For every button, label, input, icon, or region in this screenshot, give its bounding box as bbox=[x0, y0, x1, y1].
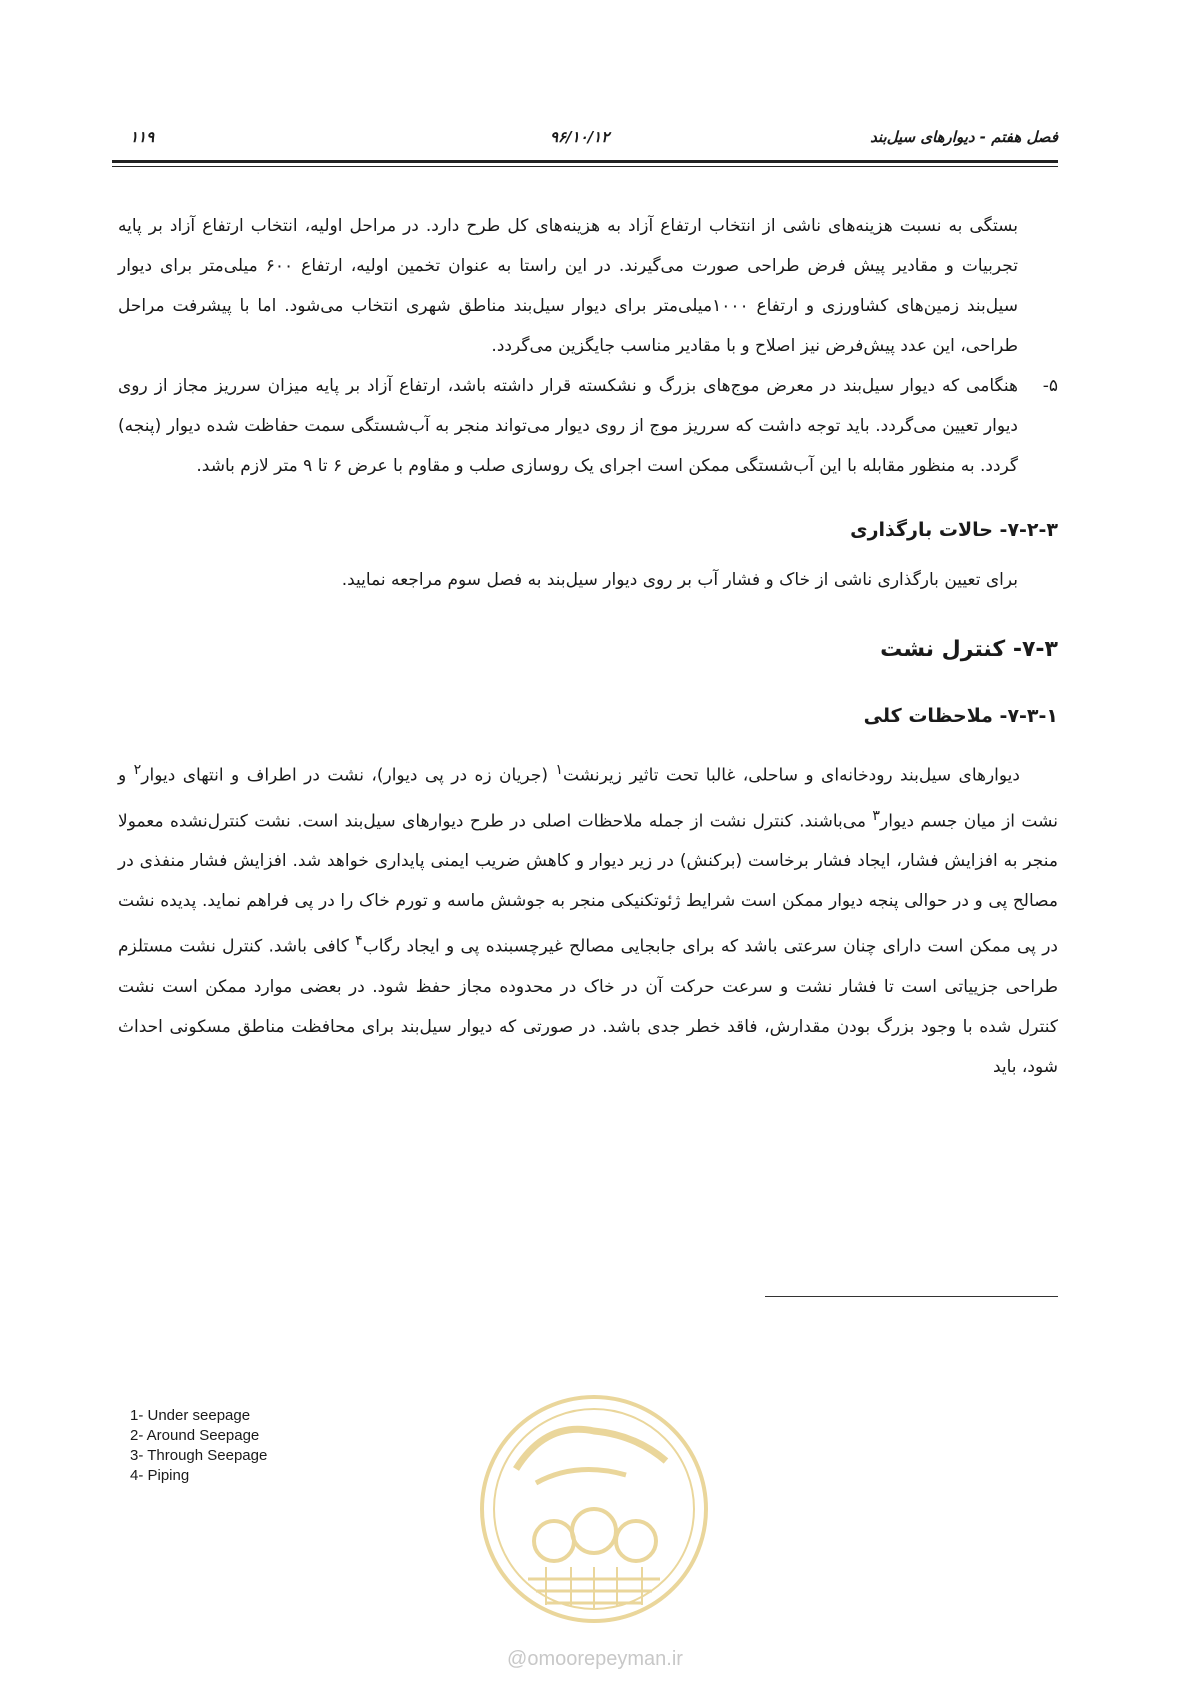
paragraph-seepage bbox=[118, 750, 1058, 1087]
footnote-ref-4: ۴ bbox=[355, 933, 363, 950]
text-run: کافی باشد. کنترل نشت مستلزم طراحی جزییاتی است تا فشار نشت و سرعت حرکت آن در خاک در محدوده مجاز حفظ شود. در بعضی موارد ممکن است نشت کنترل شده با وجود بزرگ بودن مقدارش، فاقد خطر جدی باشد. در صورتی که دیوار سیل‌بند برای محافظت مناطق مسکونی احداث شود، باید bbox=[118, 936, 1058, 1077]
footnote-separator bbox=[765, 1296, 1058, 1297]
list-number: ۵- bbox=[1042, 376, 1058, 396]
text-run: دیوارهای سیل‌بند رودخانه‌ای و ساحلی، غالبا تحت تاثیر زیرنشت bbox=[563, 765, 1020, 786]
heading-7-3-1: ۷-۳-۱- ملاحظات کلی bbox=[863, 705, 1058, 727]
list-item-5 bbox=[118, 366, 1058, 486]
header-rule-thick bbox=[112, 160, 1058, 163]
footnote-3: 3- Through Seepage bbox=[130, 1447, 268, 1464]
footnote-ref-2: ۲ bbox=[133, 762, 142, 778]
footnote-2: 2- Around Seepage bbox=[130, 1427, 260, 1444]
footnote-ref-3: ۳ bbox=[872, 807, 881, 824]
watermark-url: @omoorepeyman.ir bbox=[507, 1648, 683, 1670]
header-date: ۹۶/۱۰/۱۲ bbox=[550, 128, 610, 146]
footnote-4: 4- Piping bbox=[130, 1467, 190, 1484]
text-run: (جریان زه در پی دیوار)، نشت در اطراف و انتهای دیوار bbox=[141, 765, 556, 786]
page-header bbox=[118, 128, 1058, 158]
header-rule-thin bbox=[112, 166, 1058, 167]
heading-7-2-3: ۷-۲-۳- حالات بارگذاری bbox=[850, 519, 1058, 541]
list-item-text: هنگامی که دیوار سیل‌بند در معرض موج‌های بزرگ و نشکسته قرار داشته باشد، ارتفاع آزاد بر پایه میزان سرریز مجاز از روی دیوار تعیین می‌گردد. باید توجه داشت که سرریز موج از روی دیوار می‌تواند منجر به آب‌شستگی سمت حفاظت شده دیوار (پنجه) گردد. به منظور مقابله با این آب‌شستگی ممکن است اجرای یک روسازی صلب و مقاوم با عرض ۶ تا ۹ متر لازم باشد. bbox=[118, 376, 1018, 476]
footnote-1: 1- Under seepage bbox=[130, 1407, 251, 1424]
page-content bbox=[118, 206, 1058, 1087]
footnotes bbox=[130, 1406, 267, 1486]
paragraph-loading: برای تعیین بارگذاری ناشی از خاک و فشار آب بر روی دیوار سیل‌بند به فصل سوم مراجعه نمایید. bbox=[341, 570, 1018, 590]
page-number: ۱۱۹ bbox=[130, 128, 155, 146]
text-run: و نشت از میان جسم دیوار bbox=[118, 765, 1058, 832]
watermark-seal-icon bbox=[476, 1391, 712, 1627]
chapter-title: فصل هفتم - دیوارهای سیل‌بند bbox=[870, 128, 1058, 146]
text-run: می‌باشند. کنترل نشت از جمله ملاحظات اصلی در طرح دیوارهای سیل‌بند است. نشت کنترل‌نشده معمولا منجر به افزایش فشار، ایجاد فشار برخاست (برکنش) در زیر دیوار و کاهش ضریب ایمنی پایداری خواهد شد. افزایش فشار منفذی در مصالح پی و در حوالی پنجه دیوار ممکن است شرایط ژئوتکنیکی منجر به جوشش ماسه و تورم خاک را در پی فراهم نماید. پدیده نشت در پی ممکن است دارای چنان سرعتی باشد که برای جابجایی مصالح غیرچسبنده پی و ایجاد رگاب bbox=[118, 811, 1058, 957]
footnote-ref-1: ۱ bbox=[555, 762, 563, 778]
heading-7-3: ۷-۳- کنترل نشت bbox=[880, 637, 1058, 662]
continued-paragraph: بستگی به نسبت هزینه‌های ناشی از انتخاب ارتفاع آزاد به هزینه‌های کل طرح دارد. در مراحل اولیه، انتخاب ارتفاع آزاد بر پایه تجربیات و مقادیر پیش فرض طراحی صورت می‌گیرند. در این راستا به عنوان تخمین اولیه، ارتفاع ۶۰۰ میلی‌متر برای دیوار سیل‌بند زمین‌های کشاورزی و ارتفاع ۱۰۰۰میلی‌متر برای دیوار سیل‌بند مناطق شهری انتخاب می‌شود. اما با پیشرفت مراحل طراحی، این عدد پیش‌فرض نیز اصلاح و با مقادیر مناسب جایگزین می‌گردد. bbox=[118, 216, 1018, 356]
